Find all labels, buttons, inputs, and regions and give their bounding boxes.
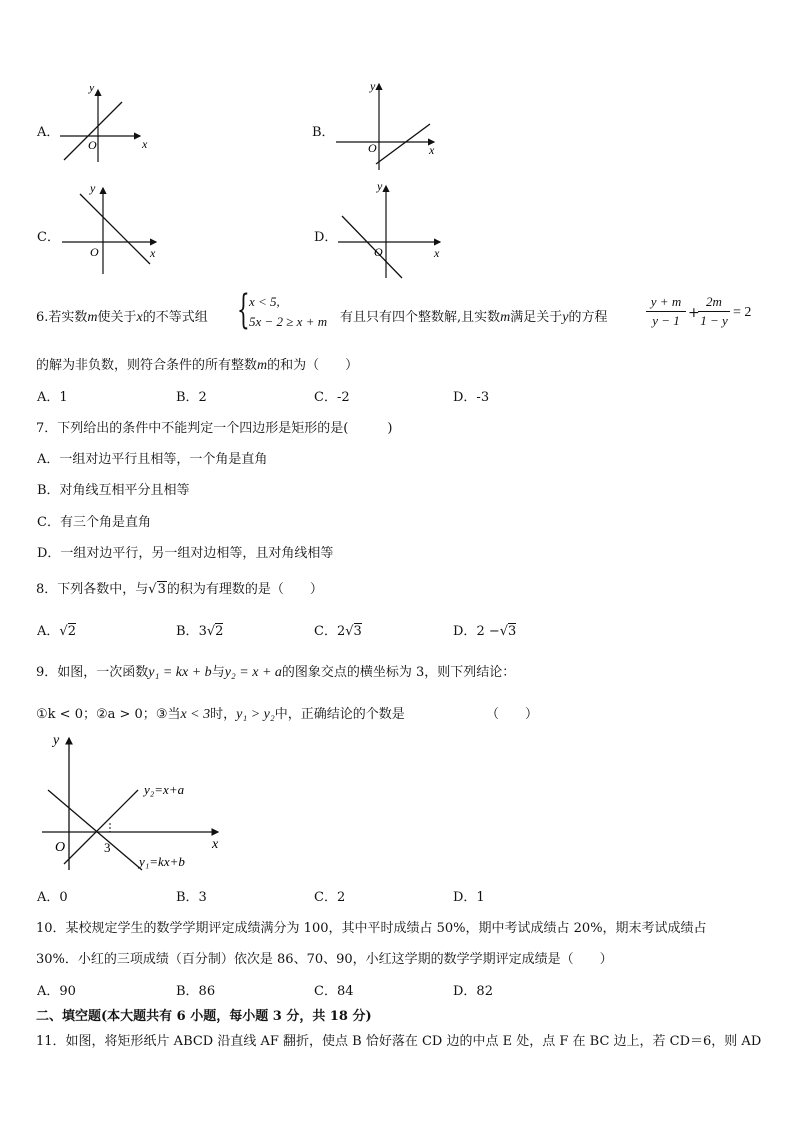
option-d-label: D． [314, 230, 338, 245]
q8-stem: 8．下列各数中，与√3的积为有理数的是（ ） [36, 582, 323, 597]
x-axis-label: x [150, 246, 156, 260]
q9-option-d: D．1 [453, 890, 485, 905]
q7-option-b: B．对角线互相平分且相等 [37, 483, 190, 498]
q9-option-b: B．3 [176, 890, 207, 905]
graph-x-label: x [212, 837, 219, 852]
q8-option-c: C．2√3 [314, 624, 362, 639]
graph-y-label: y [53, 733, 60, 748]
q9-answer-paren: （ ） [486, 707, 539, 722]
q8-option-d: D．2 −√3 [453, 624, 517, 639]
y-axis-label: y [90, 181, 96, 195]
q6-option-c: C．-2 [314, 390, 350, 405]
q6-option-d: D．-3 [453, 390, 490, 405]
fraction-2: 2m 1 − y [698, 294, 730, 329]
plus-sign: + [688, 305, 700, 321]
line-y1-label: y₁=kx+b [139, 854, 185, 869]
q9-stem: 9．如图，一次函数y₁ = kx + b与y₂ = x + a的图象交点的横坐标为 3，则下列结论： [36, 665, 516, 680]
y-axis-label: y [377, 180, 383, 193]
graph-origin-label: O [55, 840, 66, 855]
option-a-label: A． [37, 125, 60, 140]
q10-option-b: B．86 [176, 984, 216, 999]
q10-option-c: C．84 [314, 984, 354, 999]
q9-graph [38, 730, 228, 876]
q9-option-c: C．2 [314, 890, 346, 905]
q7-option-c: C．有三个角是直角 [37, 515, 151, 530]
option-c-label: C． [37, 230, 60, 245]
x-axis-label: x [434, 246, 440, 260]
q9-option-a: A．0 [37, 890, 68, 905]
q6-stem-line1b: 有且只有四个整数解,且实数m满足关于y的方程 [340, 310, 608, 325]
origin-label: O [374, 245, 383, 259]
graph-tick-3: 3 [104, 840, 111, 855]
y-axis-label: y [89, 86, 95, 94]
q10-line2: 30%．小红的三项成绩（百分制）依次是 86、70、90，小红这学期的数学学期评定成绩是（ ） [36, 952, 613, 967]
q11-stem: 11．如图，将矩形纸片 ABCD 沿直线 AF 翻折，使点 B 恰好落在 CD 边的中点 E 处，点 F 在 BC 边上，若 CD＝6，则 AD [36, 1034, 762, 1049]
system-brace: { [237, 287, 250, 333]
q8-option-a: A．√2 [37, 624, 76, 639]
q7-option-a: A．一组对边平行且相等，一个角是直角 [37, 452, 268, 467]
q10-option-d: D．82 [453, 984, 493, 999]
q6-option-b: B．2 [176, 390, 207, 405]
q6-stem-line1: 6.若实数m使关于x的不等式组 [36, 310, 208, 325]
origin-label: O [90, 245, 99, 259]
q9-conclusions: ①k < 0；②a > 0；③当x < 3时，y₁ > y₂中，正确结论的个数是 [36, 707, 405, 722]
x-axis-label: x [142, 137, 148, 151]
graph-option-a [58, 86, 153, 166]
graph-option-b [334, 80, 444, 172]
q7-option-d: D．一组对边平行，另一组对边相等，且对角线相等 [37, 546, 334, 561]
q10-line1: 10．某校规定学生的数学学期评定成绩满分为 100，其中平时成绩占 50%，期中考试成绩占 20%，期末考试成绩占 [36, 921, 707, 936]
q7-stem: 7．下列给出的条件中不能判定一个四边形是矩形的是( ) [36, 421, 393, 436]
x-axis-label: x [429, 143, 435, 157]
q10-option-a: A．90 [37, 984, 76, 999]
y-axis-label: y [370, 80, 376, 93]
line-y2-label: y₂=x+a [144, 782, 185, 797]
equals-2: = 2 [733, 305, 752, 320]
fraction-1: y + m y − 1 [646, 294, 686, 329]
inequality-system: x < 5, 5x − 2 ≥ x + m [249, 294, 328, 329]
section-heading: 二、填空题(本大题共有 6 小题，每小题 3 分，共 18 分) [36, 1009, 372, 1024]
q8-option-b: B．3√2 [176, 624, 224, 639]
q6-stem-line2: 的解为非负数，则符合条件的所有整数m的和为（ ） [36, 358, 359, 373]
q6-option-a: A．1 [37, 390, 68, 405]
graph-option-d [336, 180, 446, 280]
origin-label: O [88, 138, 97, 152]
origin-label: O [368, 141, 377, 155]
option-b-label: B． [312, 125, 335, 140]
graph-option-c [60, 180, 165, 276]
